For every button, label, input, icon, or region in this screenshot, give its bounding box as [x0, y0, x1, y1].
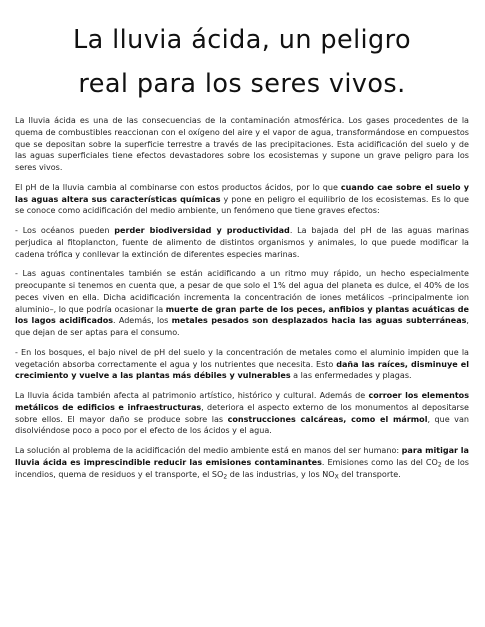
body-paragraph [15, 268, 469, 339]
document-title [15, 18, 469, 106]
bold-text: perder biodiversidad y productividad [114, 226, 290, 235]
document-body [15, 115, 469, 480]
text-run: , que van disolviéndose poco a poco por el efecto de los ácidos y el agua. [15, 414, 469, 436]
text-run: a las enfermedades y plagas. [290, 371, 412, 381]
bold-text: construcciones calcáreas, como el mármol [227, 414, 428, 424]
subscript: X [334, 473, 339, 480]
text-run: del transporte. [338, 469, 401, 479]
body-paragraph [15, 182, 469, 217]
body-paragraph [15, 115, 469, 174]
text-run: La lluvia ácida es una de las consecuencias de la contaminación atmosférica. Los gases procedentes de la quema de combustibles reaccionan con el oxígeno del aire y el vapor de agua, transformándose en compuestos que se depositan sobre la superficie terrestre a través de las precipitaciones. Esta acidificación del suelo y de las aguas superficiales tiene efectos devastadores sobre los ecosistemas y supone un grave peligro para los seres vivos. [15, 116, 469, 172]
title-line-1: La lluvia ácida, un peligro [73, 25, 411, 55]
body-paragraph [15, 390, 469, 437]
text-run: La solución al problema de la acidificación del medio ambiente está en manos del ser humano: [15, 446, 402, 455]
text-run: . Además, los [113, 316, 172, 326]
text-run: de las industrias, y los NO [227, 469, 335, 479]
text-run: El pH de la lluvia cambia al combinarse con estos productos ácidos, por lo que [15, 182, 341, 192]
bold-text: muerte de gran parte de los peces, anfibios y plantas acuáticas de los lagos acidificados [15, 304, 469, 326]
body-paragraph [15, 225, 469, 260]
text-run: de los incendios, quema de residuos y el transporte, el SO [15, 457, 469, 479]
text-run: - Los océanos pueden [15, 226, 115, 235]
text-run: , deteriora el aspecto externo de los monumentos al depositarse sobre ellos. El mayor daño se produce sobre las [15, 402, 469, 424]
bold-text: metales pesados son desplazados hacia las aguas subterráneas [171, 316, 467, 326]
bold-text: cuando cae sobre el suelo y las aguas altera sus características químicas [15, 182, 469, 204]
text-run: - Las aguas continentales también se están acidificando a un ritmo muy rápido, un hecho especialmente preocupante si tenemos en cuenta que, a pesar de que solo el 1% del agua del planeta es dulce, el 40% de los peces viven en ella. Dicha acidificación incrementa la concentración de iones metálicos –principalmente ion aluminio–, lo que podría ocasionar la [15, 269, 469, 314]
body-paragraph [15, 347, 469, 382]
title-line-2: real para los seres vivos. [78, 69, 406, 99]
text-run: . La bajada del pH de las aguas marinas perjudica al fitoplancton, fuente de alimento de distintos organismos y animales, lo que puede modificar la cadena trófica y conllevar la extinción de diferentes especies marinas. [15, 226, 469, 259]
text-run: y pone en peligro el equilibrio de los ecosistemas. Es lo que se conoce como acidificación del medio ambiente, un fenómeno que tiene graves efectos: [15, 194, 469, 216]
subscript: 2 [223, 473, 228, 480]
text-run: La lluvia ácida también afecta al patrimonio artístico, histórico y cultural. Además de [15, 391, 369, 400]
subscript: 2 [437, 461, 442, 469]
bold-text: daña las raíces, disminuye el crecimiento y vuelve a las plantas más débiles y vulnerables [15, 359, 469, 381]
bold-text: corroer los elementos metálicos de edificios e infraestructuras [15, 391, 469, 412]
body-paragraph [15, 445, 469, 480]
text-run: , que dejan de ser aptas para el consumo. [15, 316, 469, 337]
bold-text: para mitigar la lluvia ácida es imprescindible reducir las emisiones contaminantes [15, 446, 469, 467]
text-run: - En los bosques, el bajo nivel de pH del suelo y la concentración de metales como el aluminio impiden que la vegetación absorba correctamente el agua y los nutrientes que necesita. Esto [15, 347, 469, 369]
text-run: . Emisiones como las del CO [321, 457, 438, 467]
